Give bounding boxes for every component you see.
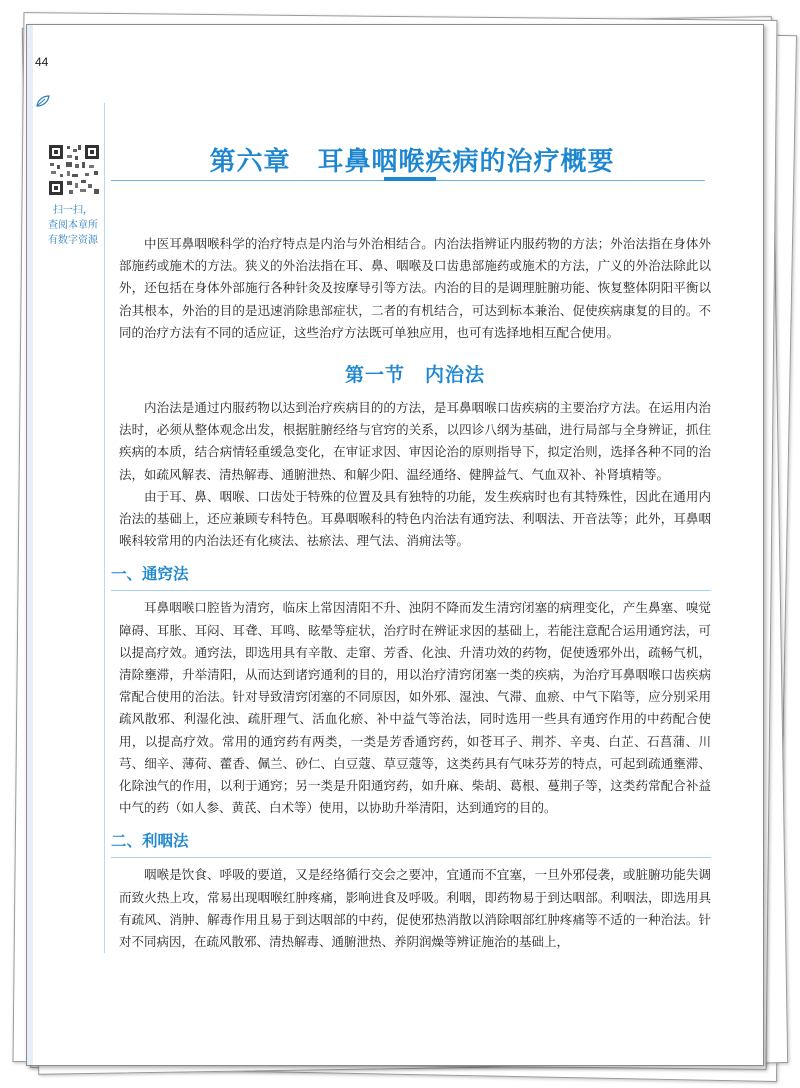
qr-caption-line: 有数字资源 — [48, 235, 98, 246]
qr-caption — [39, 203, 107, 248]
body-paragraph: 耳鼻咽喉口腔皆为清窍，临床上常因清阳不升、浊阴不降而发生清窍闭塞的病理变化，产生鼻塞、嗅觉障碍、耳胀、耳闷、耳聋、耳鸣、眩晕等症状，治疗时在辨证求因的基础上，若能注意配合运用通窍法，可以提高疗效。通窍法，即选用具有辛散、走窜、芳香、化浊、升清功效的药物，促使透邪外出，疏畅气机，清除壅滞，升举清阳，从而达到诸窍通利的目的，用以治疗清窍闭塞一类的疾病，为治疗耳鼻咽喉口齿疾病常配合使用的治法。针对导致清窍闭塞的不同原因，如外邪、湿浊、气滞、血瘀、中气下陷等，应分别采用疏风散邪、利湿化浊、疏肝理气、活血化瘀、补中益气等治法，同时选用一些具有通窍作用的中药配合使用，以提高疗效。常用的通窍药有两类，一类是芳香通窍药，如苍耳子、荆芥、辛夷、白芷、石菖蒲、川芎、细辛、薄荷、藿香、佩兰、砂仁、白豆蔻、草豆蔻等，这类药具有气味芬芳的特点，可起到疏通壅滞、化除浊气的作用，以利于通窍；另一类是升阳通窍药，如升麻、柴胡、葛根、蔓荆子等，这类药常配合补益中气的药（如人参、黄芪、白术等）使用，以协助升举清阳，达到通窍的目的。 — [119, 600, 711, 816]
subsection-heading: 二、利咽法 — [111, 832, 189, 851]
qr-caption-line: 扫一扫， — [53, 205, 93, 216]
leaf-icon — [35, 93, 51, 112]
subsection-heading: 一、通窍法 — [111, 565, 189, 584]
page-edge-band — [27, 25, 33, 1065]
body-paragraph: 咽喉是饮食、呼吸的要道，又是经络循行交会之要冲，宜通而不宜塞，一旦外邪侵袭，或脏腑功能失调而致火热上攻，常易出现咽喉红肿疼痛，影响进食及呼吸。利咽，即药物易于到达咽部。利咽法，即选用具有疏风、消肿、解毒作用且易于到达咽部的中药，促使邪热消散以消除咽部红肿疼痛等不适的一种治法。针对不同病因，在疏风散邪、清热解毒、通腑泄热、养阴润燥等辨证施治的基础上， — [119, 867, 711, 950]
qr-caption-line: 查阅本章所 — [48, 220, 98, 231]
body-paragraph: 内治法是通过内服药物以达到治疗疾病目的的方法，是耳鼻咽喉口齿疾病的主要治疗方法。在运用内治法时，必须从整体观念出发，根据脏腑经络与官窍的关系，以四诊八纲为基础，进行局部与全身辨证，抓住疾病的本质，结合病情轻重缓急变化，在审证求因、审因论治的原则指导下，拟定治则，选择各种不同的治法，如疏风解表、清热解毒、通腑泄热、和解少阳、温经通络、健脾益气、气血双补、补肾填精等。 — [119, 400, 711, 482]
book-page — [26, 24, 764, 1066]
chapter-title: 第六章 耳鼻咽喉疾病的治疗概要 — [209, 147, 615, 177]
page-body — [111, 233, 711, 953]
subsection-rule — [111, 590, 711, 591]
section-heading: 第一节 内治法 — [344, 364, 485, 387]
intro-paragraph: 中医耳鼻咽喉科学的治疗特点是内治与外治相结合。内治法指辨证内服药物的方法；外治法指在身体外部施药或施术的方法。狭义的外治法指在耳、鼻、咽喉及口齿患部施药或施术的方法，广义的外治法除此以外，还包括在身体外部施行各种针灸及按摩导引等方法。内治的目的是调理脏腑功能、恢复整体阴阳平衡以治其根本，外治的目的是迅速消除患部症状，二者的有机结合，可达到标本兼治、促使疾病康复的目的。不同的治疗方法有不同的适应证，这些治疗方法既可单独应用，也可有选择地相互配合使用。 — [119, 236, 711, 340]
title-accent-bar — [384, 177, 436, 181]
body-paragraph: 由于耳、鼻、咽喉、口齿处于特殊的位置及具有独特的功能，发生疾病时也有其特殊性，因此在通用内治法的基础上，还应兼顾专科特色。耳鼻咽喉科的特色内治法有通窍法、利咽法、开音法等；此外，耳鼻咽喉科较常用的内治法还有化痰法、祛瘀法、理气法、消痈法等。 — [119, 488, 711, 549]
subsection-rule — [111, 857, 711, 858]
page-number: 44 — [35, 55, 49, 69]
qr-code-icon[interactable] — [47, 143, 101, 197]
